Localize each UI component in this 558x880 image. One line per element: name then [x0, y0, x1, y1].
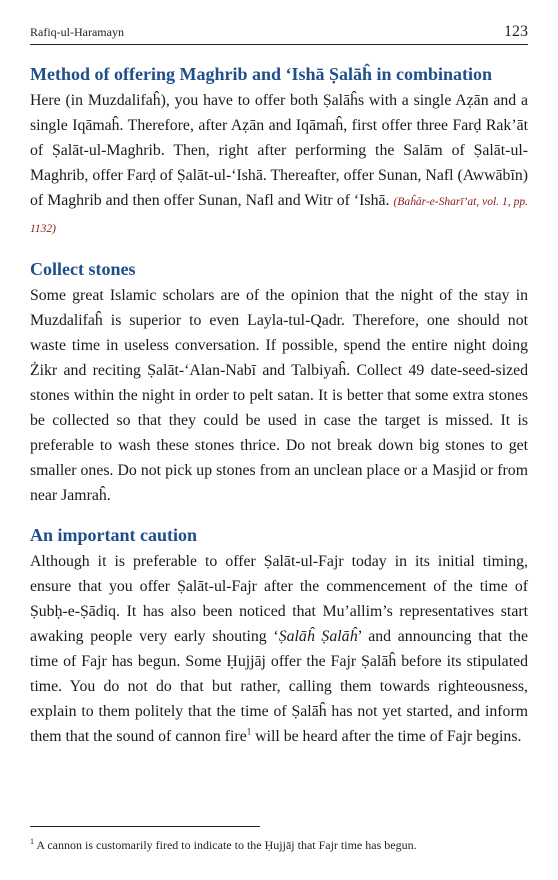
section-body: [30, 549, 528, 749]
footnote-divider: [30, 826, 260, 827]
page-header: [30, 22, 528, 45]
section-collect-stones: [30, 255, 528, 508]
section-maghrib-isha: [30, 60, 528, 242]
footnote-text: A cannon is customarily fired to indicate to the Ḥujjāj that Fajr time has begun.: [34, 838, 417, 852]
page-number: 123: [504, 23, 528, 40]
section-body: Some great Islamic scholars are of the opinion that the night of the stay in Muzdalifaĥ is superior to even Layla-tul-Qadr. Therefore, one should not waste time in useless conversation. If possible, spend the entire night doing Żikr and reciting Ṣalāt-‘Alan-Nabī and Talbiyaĥ. Collect 49 date-seed-sized stones within the night in order to pelt satan. It is better that some extra stones be collected so that they could be used in case the target is missed. It is preferable to wash these stones thrice. Do not break down big stones to get smaller ones. Do not pick up stones from an unclean place or a Masjid or from near Jamraĥ.: [30, 287, 528, 504]
footnote: [30, 837, 528, 853]
footnote-marker[interactable]: 1: [246, 726, 252, 737]
section-heading: Collect stones: [30, 259, 136, 279]
body-text: will be heard after the time of Fajr begins.: [251, 728, 522, 745]
reference-citation: (Baĥār-e-Sharī’at, vol. 1, pp. 1132): [30, 196, 528, 235]
body-text: Here (in Muzdalifaĥ), you have to offer both Ṣalāĥs with a single Aẓān and a single Iqāmaĥ. Therefore, after Aẓān and Iqāmaĥ, first offer three Farḍ Rak’āt of Ṣalāt-ul-Maghrib. Then, right after performing the Salām of Ṣalāt-ul-Maghrib, offer Farḍ of Ṣalāt-ul-‘Ishā. Thereafter, offer Sunan, Nafl (Awwābīn) of Maghrib and then offer Sunan, Nafl and Witr of ‘Ishā.: [30, 92, 528, 209]
italic-phrase: Ṣalāĥ Ṣalāĥ: [278, 628, 358, 645]
section-important-caution: [30, 521, 528, 749]
section-heading: An important caution: [30, 525, 198, 545]
section-body: [30, 88, 528, 242]
body-text: ’ and announcing that the time of Fajr has begun. Some Ḥujjāj offer the Fajr Ṣalāĥ before its stipulated time. You do not do that but rather, calling them towards righteousness, explain to them politely that the time of Ṣalāĥ has not yet started, and inform them that the sound of cannon fire: [30, 628, 528, 745]
running-title: Rafiq-ul-Haramayn: [30, 25, 124, 39]
footnote-number: 1: [30, 837, 34, 846]
body-text: Although it is preferable to offer Ṣalāt-ul-Fajr today in its initial timing, ensure that you offer Ṣalāt-ul-Fajr after the commencement of the time of Ṣubḥ-e-Ṣādiq. It has also been noticed that Mu’allim’s representatives start awaking people very early shouting ‘: [30, 553, 528, 645]
section-heading: Method of offering Maghrib and ‘Ishā Ṣalāĥ in combination: [30, 64, 493, 84]
page-content: [30, 60, 528, 762]
